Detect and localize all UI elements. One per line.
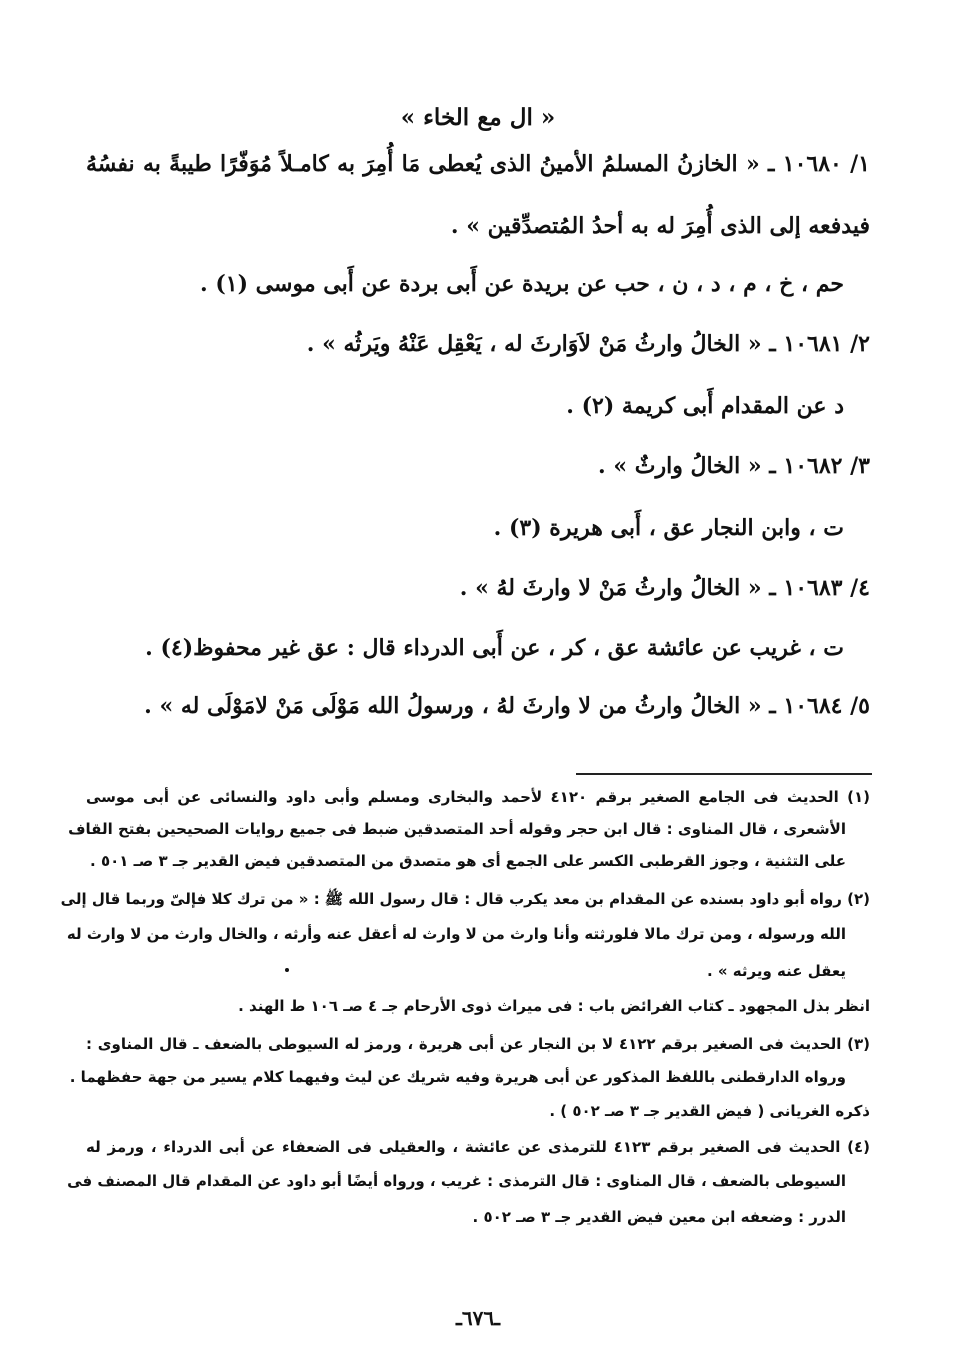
hadith-line: فيدفعه إلى الذى أُمِرَ له به أحدُ المُتصدِّقين » .: [450, 213, 870, 239]
source-line: ت ، وابن النجار عق ، أَبى هريرة (٣) .: [493, 515, 844, 541]
hadith-line: ٥/ ١٠٦٨٤ ـ « الخالُ وارثُ من لا وارثَ لهُ ، ورسولُ الله مَوْلَى مَنْ لامَوْلَى له » .: [144, 693, 870, 719]
stray-dot: [285, 968, 289, 972]
footnote-line: (٤) الحديث فى الصغير برقم ٤١٢٣ للترمذى عن عائشة ، والعقيلى فى الضعفاء عن أبى الدرداء ، ورمز له: [86, 1138, 871, 1156]
footnote-line: السيوطى بالضعف ، قال المناوى : قال الترمذى : غريب ، ورواه أيضًا أبو داود عن المقدام قال المصنف فى: [67, 1172, 846, 1190]
footnote-line: الأشعرى ، قال المناوى : قال ابن حجر وقوله أحد المتصدقين ضبط فى جميع روايات الصحيحين بفتح القاف: [68, 820, 846, 838]
footnote-line: (٣) الحديث فى الصغير برقم ٤١٢٢ لا بن النجار عن أبى هريرة ، ورمز له السيوطى بالضعف ـ قال المناوى :: [86, 1035, 870, 1053]
page-number: ـ٦٧٦ـ: [456, 1306, 500, 1330]
footnote-line: الدرر : وضعفه ابن معين فيض القدير جـ ٣ صـ ٥٠٢ .: [472, 1208, 846, 1226]
source-line: حم ، خ ، م ، د ، ن ، حب عن بريدة عن أَبى بردة عن أَبى موسى (١) .: [200, 271, 844, 297]
hadith-line: ١/ ١٠٦٨٠ ـ « الخازنُ المسلمُ الأمينُ الذى يُعطى مَا أُمِرَ به كامـلاً مُوَفّرًا طيبةً به نفسُهُ: [86, 151, 870, 177]
hadith-line: ٤/ ١٠٦٨٣ ـ « الخالُ وارثُ مَنْ لا وارثَ لهُ » .: [459, 575, 870, 601]
footnote-line: (١) الحديث فى الجامع الصغير برقم ٤١٢٠ لأحمد والبخارى ومسلم وأبى داود والنسائى عن أبى موسى: [86, 788, 870, 806]
section-header: « ال مع الخاء »: [400, 104, 556, 131]
hadith-line: ٣/ ١٠٦٨٢ ـ « الخالُ وارثٌ » .: [598, 453, 870, 479]
footnote-line: ورواه الدارقطنى باللفظ المذكور عن أبى هريرة وفيه شريك عن ليث وفيهما كلام يسير من جهة حفظهما .: [69, 1068, 846, 1086]
source-line: ت ، غريب عن عائشة عق ، كر ، عن أَبى الدرداء قال : عق غير محفوظ(٤) .: [145, 635, 844, 661]
footnote-separator: [576, 773, 872, 775]
footnote-line: الله ورسوله ، ومن ترك مالا فلورثته وأنا وارث من لا وارث له أعقل عنه وأرثه ، والخال وارث من لا وارث له: [66, 925, 846, 943]
footnote-line: يعقل عنه ويرثه » .: [706, 962, 846, 980]
source-line: د عن المقدام أَبى كريمة (٢) .: [566, 393, 844, 419]
footnote-line: (٢) رواه أبو داود بسنده عن المقدام بن معد يكرب قال : قال رسول الله ﷺ : « من ترك كلا فإلىّ وربما قال إلى: [60, 890, 870, 908]
hadith-line: ٢/ ١٠٦٨١ ـ « الخالُ وارثُ مَنْ لاَوَارثَ له ، يَعْقِل عَنْهُ ويَرثُه » .: [306, 331, 870, 357]
footnote-line: ذكره الغريانى ( فيض القدير جـ ٣ صـ ٥٠٢ ) .: [549, 1102, 870, 1120]
footnote-line: على التثنية ، وجوز القرطبى الكسر على الجمع أى هو متصدق من المتصدقين فيض القدير جـ ٣ صـ ٥٠١ .: [90, 852, 846, 870]
footnote-line: انظر بذل المجهود ـ كتاب الفرائض باب : فى ميراث ذوى الأرحام جـ ٤ صـ ١٠٦ ط الهند .: [238, 997, 870, 1015]
